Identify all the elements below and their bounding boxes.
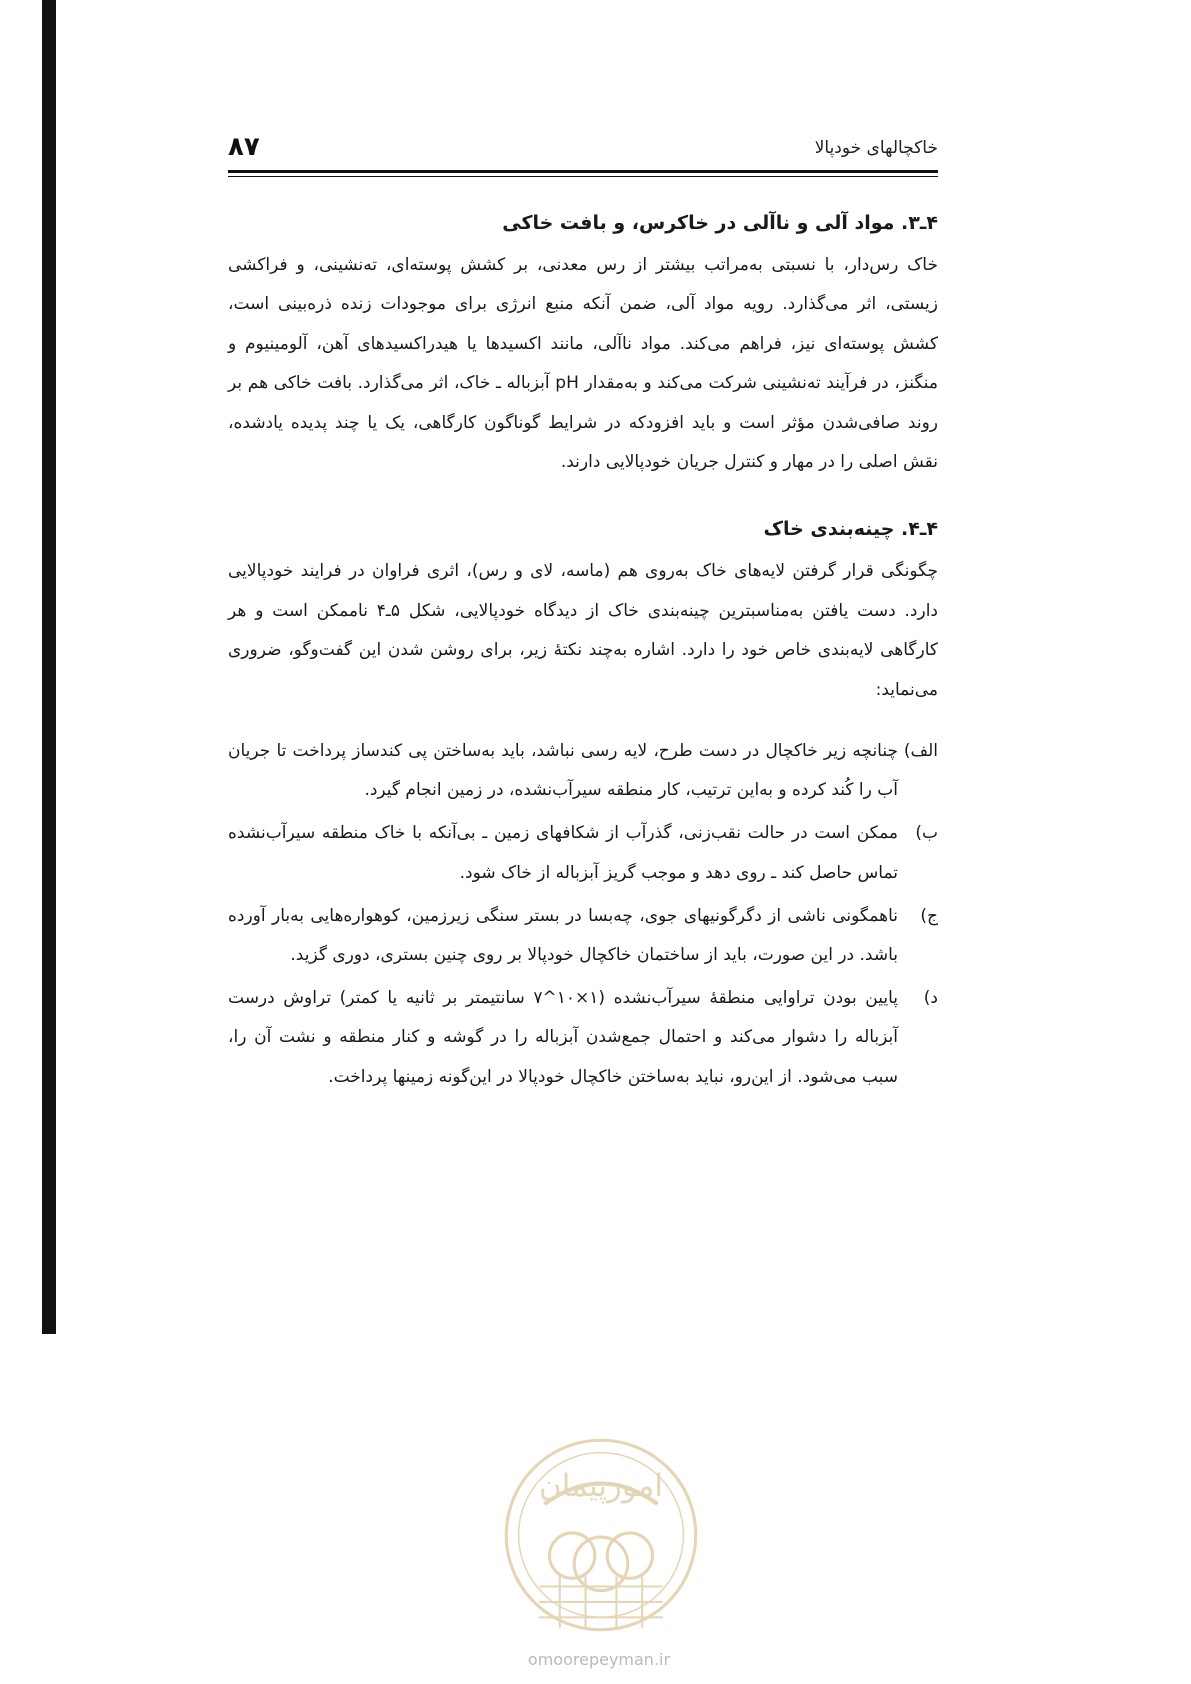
page-number: ۸۷ (228, 132, 260, 162)
header-rule-thick (228, 170, 938, 173)
list-item (228, 732, 938, 810)
list-item (228, 814, 938, 892)
list-item (228, 979, 938, 1097)
list-item-text: پایین بودن تراوایی منطقهٔ سیرآب‌نشده (۱×۱۰^۷ سانتیمتر بر ثانیه یا کمتر) تراوش درست آبزباله را دشوار می‌کند و احتمال جمع‌شدن آبزباله را در گوشه و کنار منطقه و نشت آن را، سبب می‌شود. از این‌رو، نباید به‌ساختن خاکچال خودپالا در این‌گونه زمینها پرداخت. (228, 988, 898, 1087)
watermark-logo-text: امورپیمان (539, 1467, 663, 1504)
watermark-url: omoorepeyman.ir (527, 1650, 671, 1669)
list-marker: د) (923, 988, 938, 1009)
list-item-text: ممکن است در حالت نقب‌زنی، گذرآب از شکافهای زمین ـ بی‌آنکه با خاک منطقه سیرآب‌نشده تماس حاصل کند ـ روی دهد و موجب گریز آبزباله از خاک شود. (228, 823, 898, 883)
list-marker: الف) (903, 741, 938, 762)
page-header (228, 132, 938, 168)
list-item-text: ناهمگونی ناشی از دگرگونیهای جوی، چه‌بسا در بستر سنگی زیرزمین، کوهواره‌هایی به‌بار آورده باشد. در این صورت، باید از ساختمان خاکچال خودپالا بر روی چنین بستری، دوری گزید. (228, 905, 898, 966)
list-item-text: چنانچه زیر خاکچال در دست طرح، لایه رسی نباشد، باید به‌ساختن پی کندساز پرداخت تا جریان آب را کُند کرده و به‌این ترتیب، کار منطقه سیرآب‌نشده، در زمین انجام گیرد. (228, 741, 898, 801)
section-paragraph: چگونگی قرار گرفتن لایه‌های خاک به‌روی هم (ماسه، لای و رس)، اثری فراوان در فرایند خودپالایی دارد. دست یافتن به‌مناسبترین چینه‌بندی خاک از دیدگاه خودپالایی، شکل ۵ـ۴ ناممکن است و هر کارگاهی لایه‌بندی خاص خود را دارد. اشاره به‌چند نکتهٔ زیر، برای روشن شدن این گفت‌وگو، ضروری می‌نماید: (228, 561, 938, 700)
section-paragraph: خاک رس‌دار، با نسبتی به‌مراتب بیشتر از رس معدنی، بر کشش پوسته‌ای، ته‌نشینی، و فراکشی زیستی، اثر می‌گذارد. رویه مواد آلی، ضمن آنکه منبع انرژی برای موجودات زنده ذره‌بینی است، کشش پوسته‌ای نیز، فراهم می‌کند. مواد ناآلی، مانند اکسیدها یا هیدراکسیدهای آهن، آلومینیوم و منگنز، در فرآیند ته‌نشینی شرکت می‌کند و به‌مقدار pH آبزباله ـ خاک، اثر می‌گذارد. بافت خاکی هم بر روند صافی‌شدن مؤثر است و باید افزودکه در شرایط گوناگون کارگاهی، یک یا چند پدیده یادشده، نقش اصلی را در مهار و کنترل جریان خودپالایی دارند. (228, 255, 939, 473)
section-heading: ۴ـ۳. مواد آلی و ناآلی در خاکرس، و بافت خاکی (502, 212, 938, 234)
running-title: خاکچالهای خودپالا (814, 138, 938, 158)
list-item (228, 897, 938, 975)
list-marker: ج) (920, 905, 938, 926)
list-marker: ب) (915, 823, 938, 844)
watermark-logo-icon (498, 1432, 704, 1638)
page-content (228, 206, 938, 1101)
section-heading: ۴ـ۴. چینه‌بندی خاک (763, 518, 938, 541)
section-4-3 (228, 206, 938, 482)
scan-edge-bar (42, 0, 56, 1334)
point-list (228, 732, 938, 1097)
header-rule-thin (228, 176, 938, 177)
section-4-4 (228, 512, 938, 710)
